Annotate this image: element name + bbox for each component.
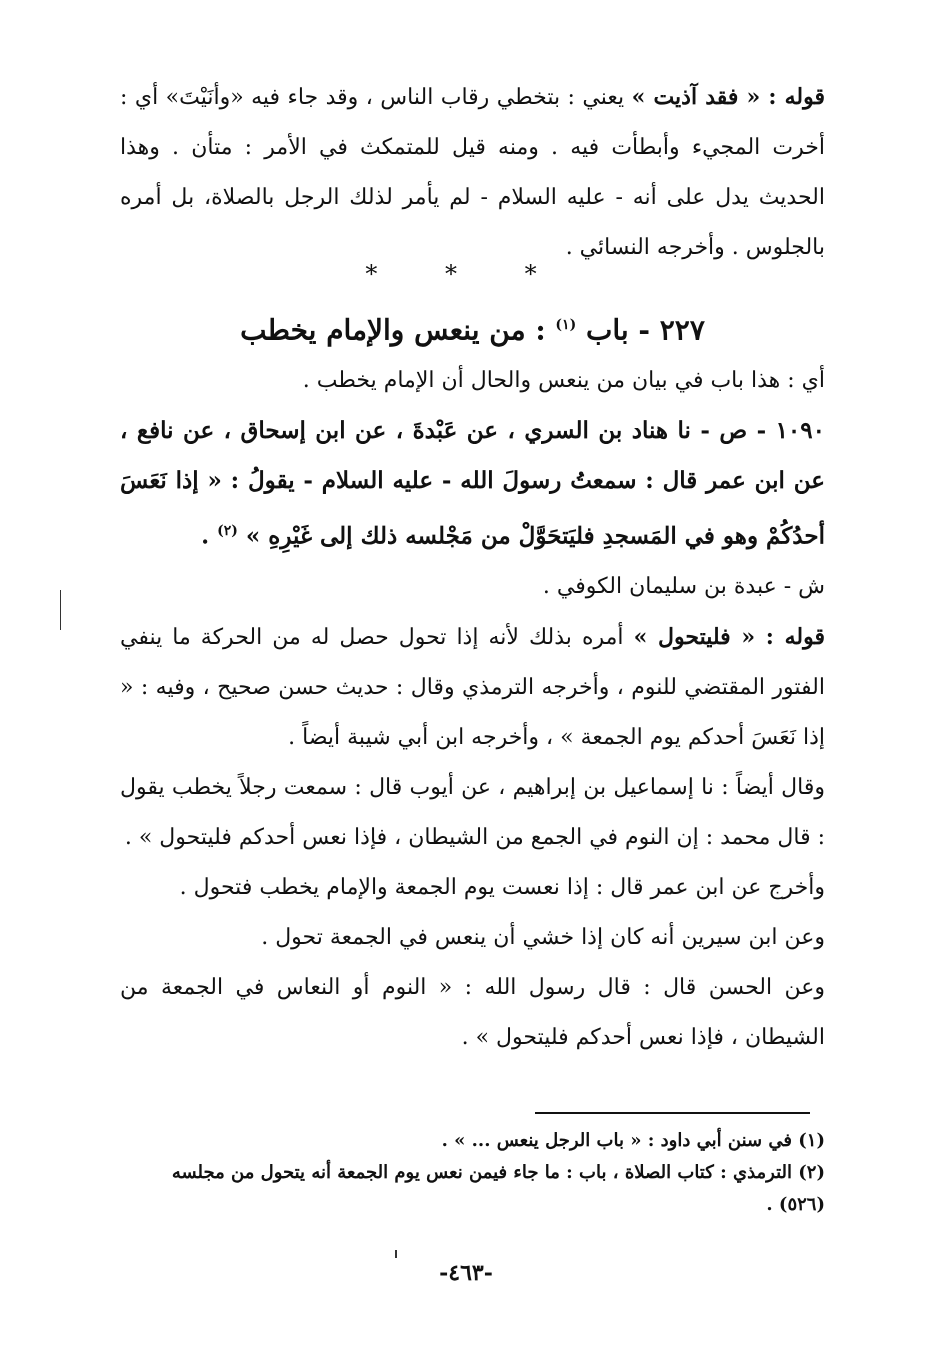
footnote-1: (١) في سنن أبي داود : « باب الرجل ينعس ... » . — [441, 1130, 825, 1151]
commentary-lead: قوله : « فليتحول » — [633, 623, 826, 650]
top-paragraph — [120, 72, 825, 273]
hadith-paragraph — [120, 406, 825, 562]
sharh-line: ش - عبدة بن سليمان الكوفي . — [542, 573, 825, 599]
footnotes — [120, 1125, 825, 1221]
paragraph-ibn-sirin: وعن ابن سيرين أنه كان إذا خشي أن ينعس في الجمعة تحول . — [261, 924, 825, 950]
chapter-heading — [120, 300, 825, 355]
page-number: -٤٦٣- — [439, 1260, 493, 1286]
print-mark — [395, 1250, 397, 1258]
top-paragraph-text: يعني : بتخطي رقاب الناس ، وقد جاء فيه «وأنَيْتَ» أي : أخرت المجيء وأبطأت فيه . ومنه قيل للمتمكث في الأمر : متأن . وهذا الحديث يدل على أنه - عليه السلام - لم يأمر لذلك الرجل بالصلاة، بل أمره بالجلوس . وأخرجه النسائي . — [120, 85, 825, 260]
section-separator: * * * — [365, 260, 567, 288]
body-block — [120, 356, 825, 1063]
paragraph-hasan: وعن الحسن قال : قال رسول الله : « النوم أو النعاس في الجمعة من الشيطان ، فإذا نعس أحدكم فليتحول » . — [120, 974, 825, 1050]
paragraph-ibn-umar: وأخرج عن ابن عمر قال : إذا نعست يوم الجمعة والإمام يخطب فتحول . — [179, 874, 825, 900]
commentary-paragraph — [120, 612, 825, 763]
top-paragraph-lead: قوله : « فقد آذيت » — [631, 84, 825, 110]
chapter-title: : من ينعس والإمام يخطب — [240, 313, 546, 347]
hadith-footnote-ref: (٢) — [217, 523, 238, 539]
top-paragraph-block — [120, 72, 825, 273]
hadith-text: ١٠٩٠ - ص - نا هناد بن السري ، عن عَبْدةَ ، عن ابن إسحاق ، عن نافع ، عن ابن عمر قال : سمعتُ رسولَ الله - عليه السلام - يقولُ : « إذا نَعَسَ أحدُكُمْ وهو في المَسجدِ فليَتحَوَّلْ من مَجْلسه ذلك إلى غَيْرِهِ » — [120, 417, 825, 550]
footnote-2: (٢) الترمذي : كتاب الصلاة ، باب : ما جاء فيمن نعس يوم الجمعة أنه يتحول من مجلسه (٥٢٦) . — [171, 1162, 825, 1215]
commentary-text: أمره بذلك لأنه إذا تحول حصل له من الحركة ما ينفي الفتور المقتضي للنوم ، وأخرجه الترمذي وقال : حديث حسن صحيح ، وفيه : « إذا نَعَسَ أحدكم يوم الجمعة » ، وأخرجه ابن أبي شيبة أيضاً . — [120, 624, 825, 750]
chapter-number: ٢٢٧ - باب — [585, 313, 705, 347]
margin-mark — [60, 590, 61, 630]
chapter-footnote-ref: (١) — [555, 317, 577, 333]
paragraph-ayyub: وقال أيضاً : نا إسماعيل بن إبراهيم ، عن أيوب قال : سمعت رجلاً يخطب يقول : قال محمد : إن النوم في الجمع من الشيطان ، فإذا نعس أحدكم فليتحول » . — [120, 774, 825, 850]
chapter-explanation: أي : هذا باب في بيان من ينعس والحال أن الإمام يخطب . — [302, 368, 825, 393]
hadith-end: . — [201, 522, 210, 550]
footnote-divider — [535, 1112, 810, 1114]
